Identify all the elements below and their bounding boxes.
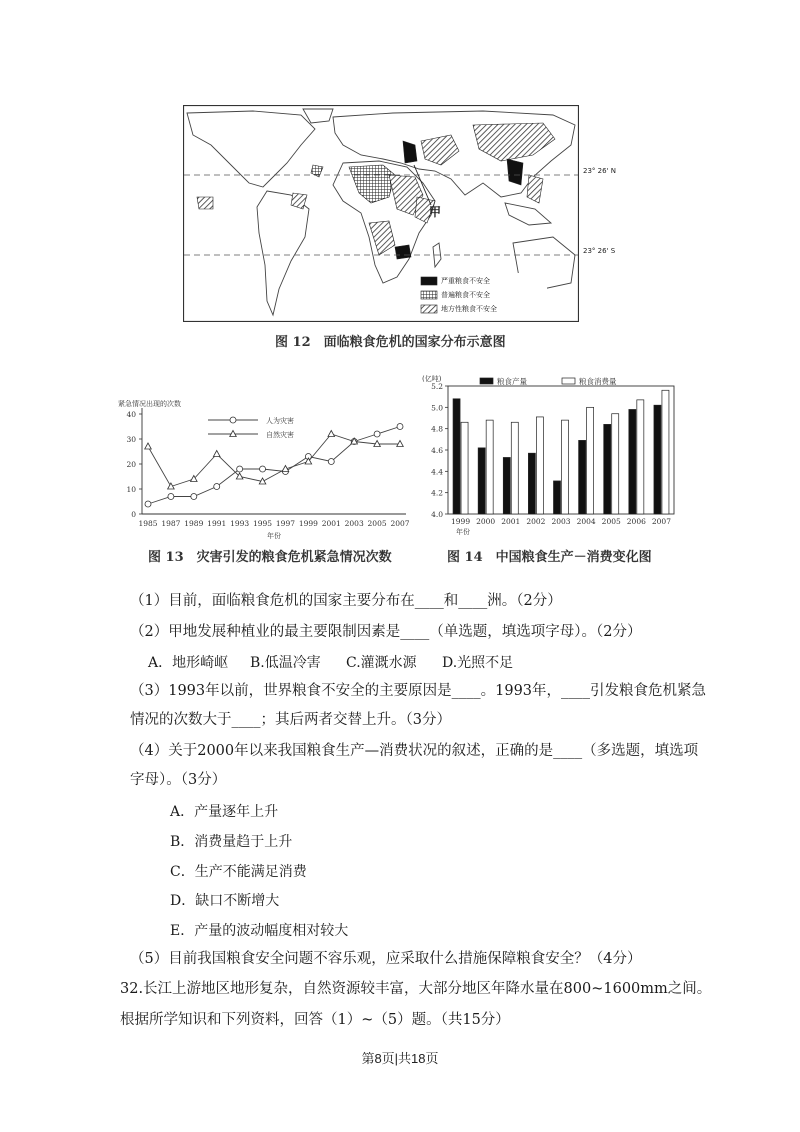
world-map <box>183 105 579 322</box>
x-tick-label: 1995 <box>252 519 273 528</box>
data-point-circle <box>260 466 266 472</box>
q2-option-b: B.低温冷害 <box>250 655 321 671</box>
production-bar <box>554 481 561 514</box>
x-tick-label: 1991 <box>207 519 227 528</box>
x-tick-label: 2003 <box>551 517 571 526</box>
question-4-line-2: 字母）。（3分） <box>130 772 227 788</box>
y-tick-label: 4.2 <box>431 488 443 498</box>
x-tick-label: 1987 <box>161 519 181 528</box>
x-tick-label: 2006 <box>626 517 646 526</box>
data-point-circle <box>374 431 380 437</box>
q4-option-e: E．产量的波动幅度相对较大 <box>170 923 349 939</box>
x-tick-label: 2000 <box>476 517 496 526</box>
figure-12-caption: 图 12 面临粮食危机的国家分布示意图 <box>275 335 506 350</box>
data-point-circle <box>191 494 197 500</box>
latitude-south-label: 23° 26' S <box>583 247 616 255</box>
consumption-bar <box>612 414 619 514</box>
question-32-line-2: 根据所学知识和下列资料，回答（1）~（5）题。（共15分） <box>120 1012 510 1028</box>
y-tick-label: 40 <box>126 410 136 419</box>
x-tick-label: 1999 <box>298 519 318 528</box>
legend-label: 粮食消费量 <box>579 377 617 386</box>
question-32-line-1: 32.长江上游地区地形复杂，自然资源较丰富，大部分地区年降水量在800~1600mm之间。 <box>120 981 712 997</box>
unit-label: (亿吨) <box>422 375 442 383</box>
legend-label: 粮食产量 <box>497 377 527 386</box>
production-bar <box>604 424 611 514</box>
x-tick-label: 1985 <box>138 519 158 528</box>
q4-option-c: C．生产不能满足消费 <box>170 864 307 880</box>
location-marker-jia: 甲 <box>429 205 442 219</box>
legend-swatch <box>562 378 575 384</box>
x-tick-label: 2004 <box>576 517 596 526</box>
y-tick-label: 5.2 <box>431 382 443 391</box>
y-tick-label: 20 <box>126 460 136 469</box>
x-tick-label: 2002 <box>526 517 546 526</box>
x-tick-label: 2005 <box>601 517 621 526</box>
x-tick-label: 2007 <box>390 519 410 528</box>
data-point-circle <box>237 466 243 472</box>
legend-marker-triangle <box>230 431 237 437</box>
data-point-triangle <box>328 431 335 437</box>
production-bar <box>478 448 485 514</box>
x-tick-label: 2001 <box>501 517 521 526</box>
latitude-north-label: 23° 26' N <box>583 167 616 175</box>
q2-option-a: A．地形崎岖 <box>148 655 229 671</box>
q2-option-d: D.光照不足 <box>442 655 514 671</box>
consumption-bar <box>511 422 518 514</box>
question-1: （1）目前，面临粮食危机的国家主要分布在____和____洲。（2分） <box>130 593 562 609</box>
question-5: （5）目前我国粮食安全问题不容乐观，应采取什么措施保障粮食安全？（4分） <box>130 951 642 967</box>
q4-option-b: B．消费量趋于上升 <box>170 834 293 850</box>
q4-option-a: A．产量逐年上升 <box>170 804 279 820</box>
data-point-circle <box>397 424 403 430</box>
x-tick-label: 1999 <box>451 517 471 526</box>
x-tick-label: 1993 <box>230 519 250 528</box>
data-point-triangle <box>213 451 220 457</box>
grain-bar-chart <box>420 372 680 540</box>
x-tick-label: 2001 <box>321 519 341 528</box>
q2-option-c: C.灌溉水源 <box>346 655 417 671</box>
question-3-line-1: （3）1993年以前，世界粮食不安全的主要原因是____。1993年，____引发粮食危机紧急 <box>130 683 707 699</box>
data-point-triangle <box>145 443 152 449</box>
consumption-bar <box>536 417 543 514</box>
production-bar <box>453 399 460 514</box>
y-tick-label: 10 <box>126 485 136 494</box>
question-2: （2）甲地发展种植业的最主要限制因素是____（单选题，填选项字母）。（2分） <box>130 624 642 640</box>
q4-option-d: D．缺口不断增大 <box>170 893 280 909</box>
x-tick-label: 1997 <box>275 519 296 528</box>
data-point-circle <box>214 484 220 490</box>
legend-widespread: 普遍粮食不安全 <box>441 291 490 299</box>
x-tick-label: 1989 <box>184 519 204 528</box>
series-line-2 <box>148 434 400 487</box>
figure-13-caption: 图 13 灾害引发的粮食危机紧急情况次数 <box>148 550 392 565</box>
consumption-bar <box>562 420 569 514</box>
data-point-circle <box>168 494 174 500</box>
consumption-bar <box>637 400 644 514</box>
x-tick-label: 2007 <box>651 517 671 526</box>
legend-swatch <box>480 378 493 384</box>
x-axis-title: 年份 <box>267 532 281 540</box>
legend-local: 地方性粮食不安全 <box>441 305 497 313</box>
y-tick-label: 4.0 <box>431 510 443 519</box>
production-bar <box>528 453 535 514</box>
consumption-bar <box>587 407 594 514</box>
y-tick-label: 5.0 <box>431 403 443 413</box>
consumption-bar <box>486 420 493 514</box>
y-tick-label: 4.4 <box>431 467 443 477</box>
production-bar <box>629 409 636 514</box>
consumption-bar <box>662 390 669 514</box>
data-point-triangle <box>397 441 404 447</box>
production-bar <box>579 440 586 514</box>
x-tick-label: 2003 <box>344 519 364 528</box>
data-point-circle <box>145 501 151 507</box>
y-tick-label: 30 <box>126 435 136 444</box>
production-bar <box>503 457 510 514</box>
production-bar <box>654 405 661 514</box>
figure-14-caption: 图 14 中国粮食生产－消费变化图 <box>447 550 652 565</box>
x-axis-title: 年份 <box>456 528 470 536</box>
y-tick-label: 0 <box>131 510 136 519</box>
data-point-circle <box>328 459 334 465</box>
y-axis-title: 紧急情况出现的次数 <box>118 400 181 408</box>
y-tick-label: 4.8 <box>431 424 443 434</box>
legend-marker-circle <box>230 417 236 423</box>
question-4-line-1: （4）关于2000年以来我国粮食生产—消费状况的叙述，正确的是____（多选题，填选项 <box>130 743 699 759</box>
world-map-figure <box>183 105 616 322</box>
page-footer: 第8页|共18页 <box>361 1051 439 1066</box>
legend-label: 人为灾害 <box>266 417 294 425</box>
legend-label: 自然灾害 <box>266 431 294 439</box>
y-tick-label: 4.6 <box>431 446 443 455</box>
legend-severe: 严重粮食不安全 <box>441 277 490 285</box>
question-3-line-2: 情况的次数大于____；其后两者交替上升。（3分） <box>130 712 451 728</box>
x-tick-label: 2005 <box>367 519 387 528</box>
disaster-line-chart <box>110 392 410 542</box>
consumption-bar <box>461 422 468 514</box>
